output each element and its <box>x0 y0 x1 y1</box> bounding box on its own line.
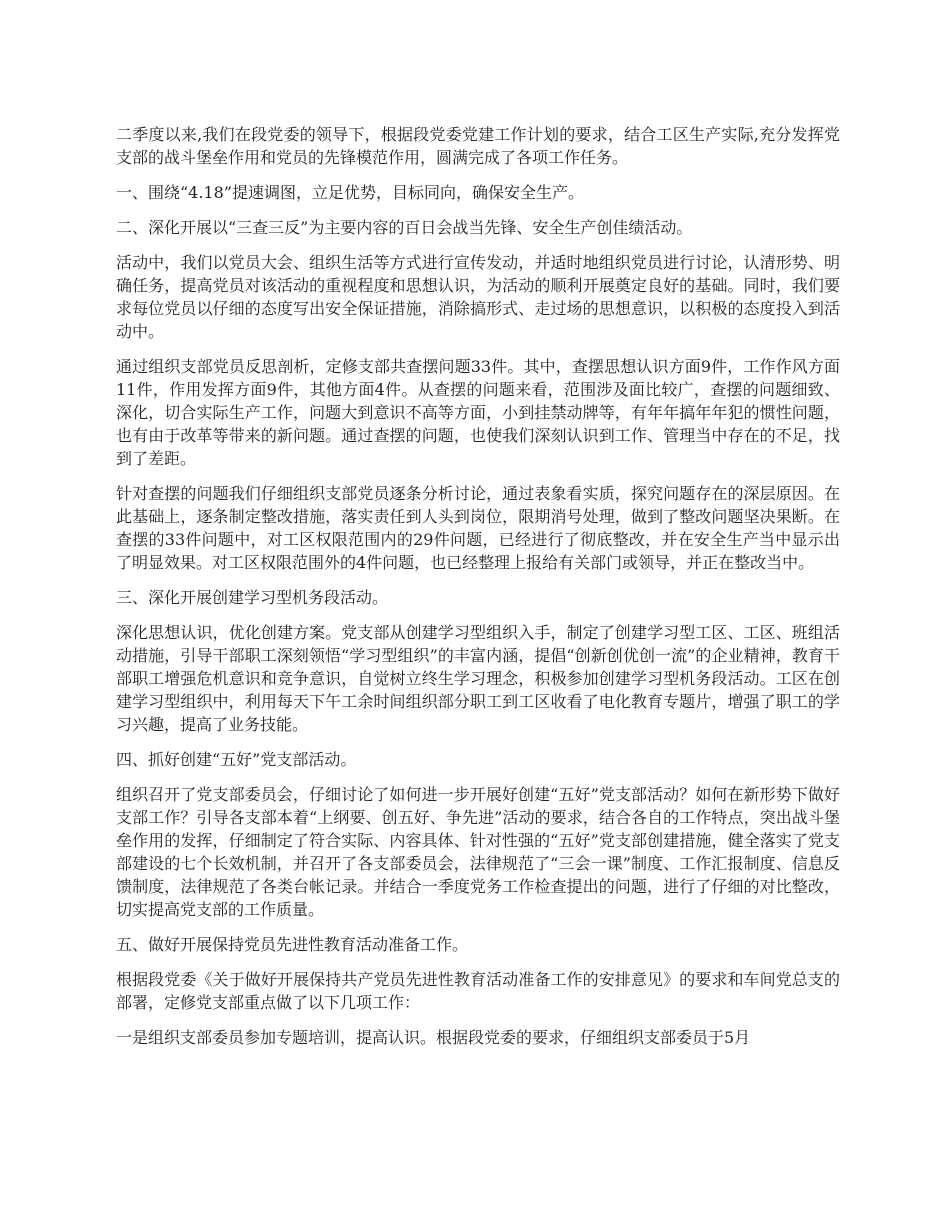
paragraph-intro: 二季度以来,我们在段党委的领导下，根据段党委党建工作计划的要求，结合工区生产实际,充分发挥党支部的战斗堡垒作用和党员的先锋模范作用，圆满完成了各项工作任务。 <box>116 125 840 167</box>
paragraph-rectification: 针对查摆的问题我们仔细组织支部党员逐条分析讨论，通过表象看实质，探究问题存在的深层原因。在此基础上，逐条制定整改措施，落实责任到人头到岗位，限期消号处理，做到了整改问题坚决果断。在查摆的33件问题中，对工区权限范围内的29件问题，已经进行了彻底整改，并在安全生产当中显示出了明显效果。对工区权限范围外的4件问题，也已经整理上报给有关部门或领导，并正在整改当中。 <box>116 484 840 572</box>
paragraph-review: 通过组织支部党员反思剖析，定修支部共查摆问题33件。其中，查摆思想认识方面9件，工作作风方面11件，作用发挥方面9件，其他方面4件。从查摆的问题来看，范围涉及面比较广，查摆的问题细致、深化，切合实际生产工作，问题大到意识不高等方面，小到挂禁动牌等，有年年搞年年犯的惯性问题，也有由于改革等带来的新问题。通过查摆的问题，也使我们深刻认识到工作、管理当中存在的不足，找到了差距。 <box>116 357 840 468</box>
paragraph-deployment: 根据段党委《关于做好开展保持共产党员先进性教育活动准备工作的安排意见》的要求和车间党总支的部署，定修党支部重点做了以下几项工作： <box>116 970 840 1012</box>
section-heading-4: 四、抓好创建“五好”党支部活动。 <box>116 750 357 769</box>
paragraph-learning: 深化思想认识，优化创建方案。党支部从创建学习型组织入手，制定了创建学习型工区、工区、班组活动措施，引导干部职工深刻领悟“学习型组织”的丰富内涵，提倡“创新创优创一流”的企业精神，教育干部职工增强危机意识和竞争意识，自觉树立终生学习理念，积极参加创建学习型机务段活动。工区在创建学习型组织中，利用每天下午工余时间组织部分职工到工区收看了电化教育专题片，增强了职工的学习兴趣，提高了业务技能。 <box>116 623 840 734</box>
section-heading-1: 一、围绕“4.18”提速调图，立足优势，目标同向，确保安全生产。 <box>116 183 584 202</box>
paragraph-training: 一是组织支部委员参加专题培训，提高认识。根据段党委的要求，仔细组织支部委员于5月 <box>116 1028 751 1047</box>
paragraph-activity: 活动中，我们以党员大会、组织生活等方式进行宣传发动，并适时地组织党员进行讨论，认清形势、明确任务，提高党员对该活动的重视程度和思想认识，为活动的顺利开展奠定良好的基础。同时，我们要求每位党员以仔细的态度写出安全保证措施，消除搞形式、走过场的思想意识，以积极的态度投入到活动中。 <box>116 253 840 341</box>
section-heading-5: 五、做好开展保持党员先进性教育活动准备工作。 <box>116 935 469 954</box>
section-heading-2: 二、深化开展以“三查三反”为主要内容的百日会战当先锋、安全生产创佳绩活动。 <box>116 218 693 237</box>
section-heading-3: 三、深化开展创建学习型机务段活动。 <box>116 588 389 607</box>
document-body <box>116 123 840 1061</box>
paragraph-five-good: 组织召开了党支部委员会，仔细讨论了如何进一步开展好创建“五好”党支部活动？如何在新形势下做好支部工作？引导各支部本着“上纲要、创五好、争先进”活动的要求，结合各自的工作特点，突出战斗堡垒作用的发挥，仔细制定了符合实际、内容具体、针对性强的“五好”党支部创建措施，健全落实了党支部建设的七个长效机制，并召开了各支部委员会，法律规范了“三会一课”制度、工作汇报制度、信息反馈制度，法律规范了各类台帐记录。并结合一季度党务工作检查提出的问题，进行了仔细的对比整改，切实提高党支部的工作质量。 <box>116 785 840 919</box>
